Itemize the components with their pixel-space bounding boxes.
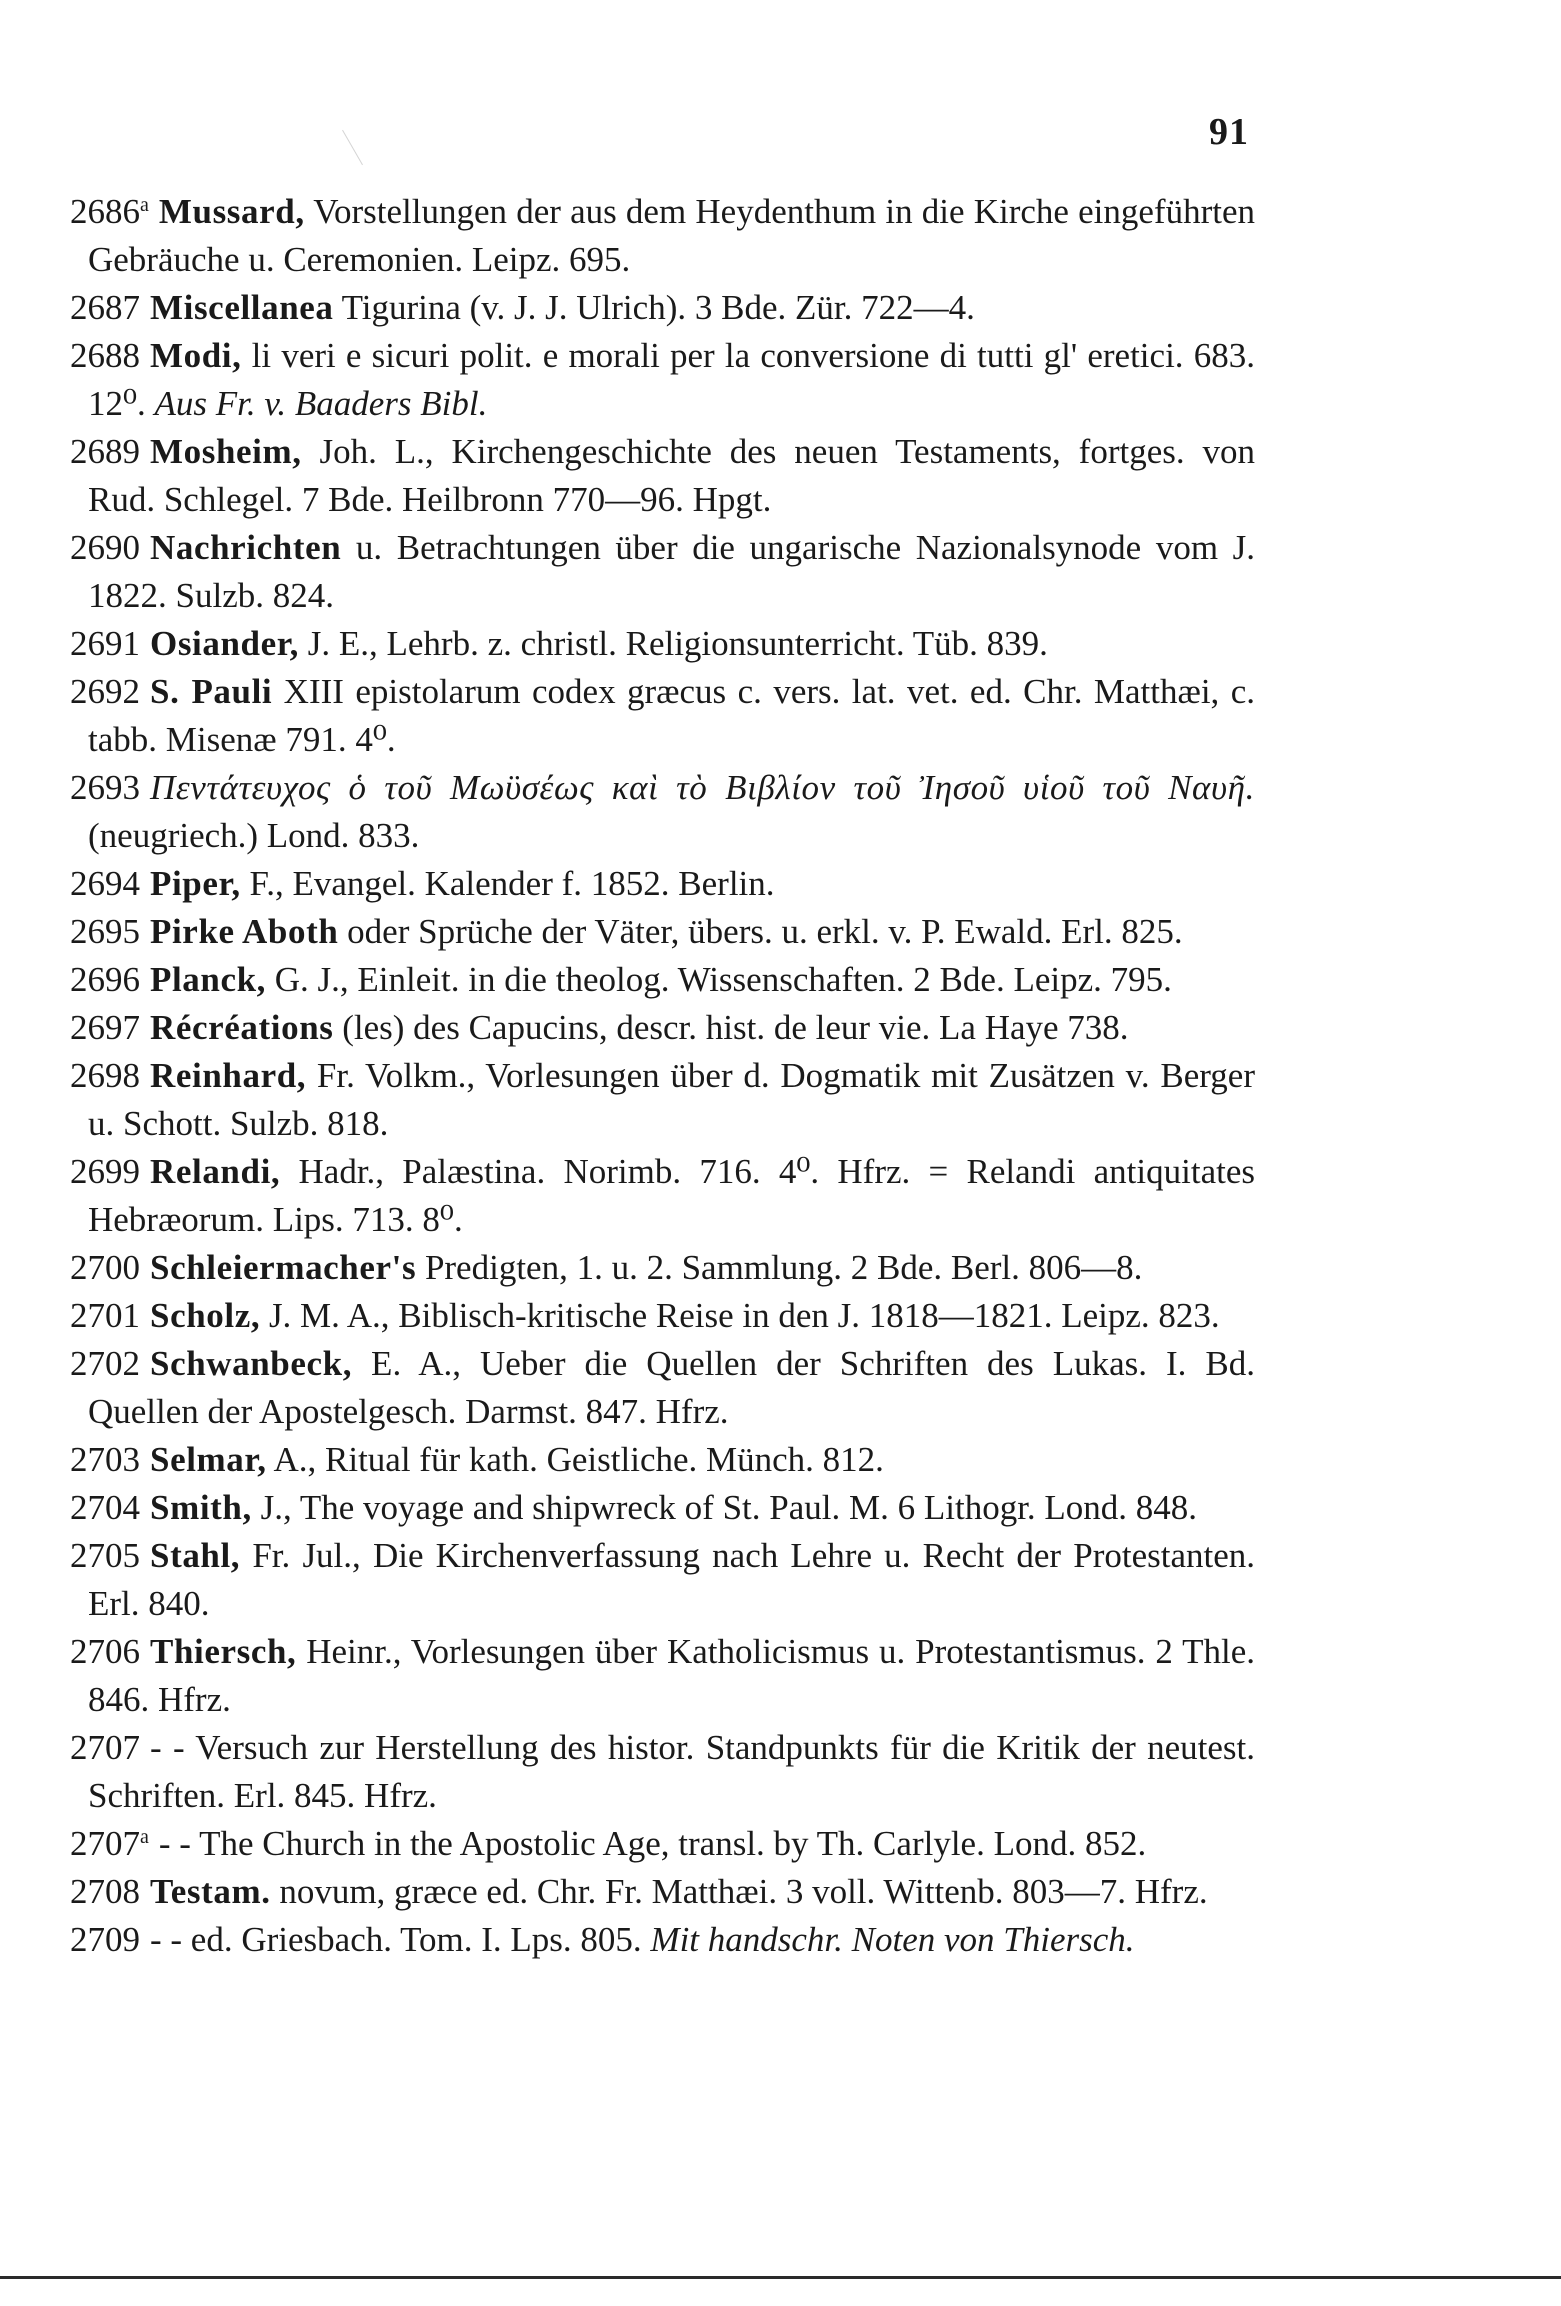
entry-number: 2699: [70, 1152, 140, 1191]
entry-author: Récréations: [150, 1008, 334, 1047]
catalog-entries: [70, 188, 1255, 1964]
entry-description: (neugriech.) Lond. 833.: [88, 816, 420, 855]
entry-author: Schleiermacher's: [150, 1248, 417, 1287]
entry-number: 2693: [70, 768, 140, 807]
entry-number: 2686$^a$: [70, 192, 149, 231]
entry-author: Testam.: [150, 1872, 271, 1911]
catalog-entry: [70, 1724, 1255, 1820]
entry-author: S. Pauli: [150, 672, 273, 711]
entry-number: 2703: [70, 1440, 140, 1479]
entry-number: 2694: [70, 864, 140, 903]
catalog-entry: [70, 908, 1255, 956]
entry-description: Hadr., Palæstina. Norimb. 716. 4⁰. Hfrz. = Relandi antiquitates Hebræorum. Lips. 713. 8⁰.: [88, 1152, 1255, 1239]
entry-description: - - The Church in the Apostolic Age, transl. by Th. Carlyle. Lond. 852.: [158, 1824, 1147, 1863]
entry-number: 2700: [70, 1248, 140, 1287]
entry-description: Fr. Jul., Die Kirchenverfassung nach Lehre u. Recht der Protestanten. Erl. 840.: [88, 1536, 1255, 1623]
entry-number: 2701: [70, 1296, 140, 1335]
catalog-entry: [70, 284, 1255, 332]
catalog-entry: [70, 1292, 1255, 1340]
entry-number: 2702: [70, 1344, 140, 1383]
entry-author: Miscellanea: [150, 288, 334, 327]
entry-number: 2692: [70, 672, 140, 711]
entry-provenance-note: Mit handschr. Noten von Thiersch.: [650, 1920, 1135, 1959]
entry-description: oder Sprüche der Väter, übers. u. erkl. v. P. Ewald. Erl. 825.: [338, 912, 1183, 951]
entry-number-suffix: a: [140, 1826, 149, 1848]
catalog-entry: [70, 1148, 1255, 1244]
entry-description: (les) des Capucins, descr. hist. de leur vie. La Haye 738.: [333, 1008, 1129, 1047]
page-number: 91: [1209, 111, 1249, 153]
catalog-entry: [70, 1916, 1255, 1964]
entry-number: 2687: [70, 288, 140, 327]
entry-description: XIII epistolarum codex græcus c. vers. lat. vet. ed. Chr. Matthæi, c. tabb. Misenæ 791. 4⁰.: [88, 672, 1256, 759]
entry-description: u. Betrachtungen über die ungarische Nazionalsynode vom J. 1822. Sulzb. 824.: [88, 528, 1255, 615]
catalog-entry: [70, 524, 1255, 620]
catalog-entry: [70, 428, 1255, 524]
entry-number: 2688: [70, 336, 140, 375]
entry-provenance-note: Aus Fr. v. Baaders Bibl.: [154, 384, 488, 423]
entry-number: 2708: [70, 1872, 140, 1911]
catalog-entry: [70, 1868, 1255, 1916]
page-bottom-edge: [0, 2276, 1561, 2279]
catalog-entry: [70, 1820, 1255, 1868]
entry-author: Modi,: [150, 336, 242, 375]
entry-description: novum, græce ed. Chr. Fr. Matthæi. 3 voll. Wittenb. 803—7. Hfrz.: [270, 1872, 1208, 1911]
entry-number: 2697: [70, 1008, 140, 1047]
entry-author: Schwanbeck,: [150, 1344, 353, 1383]
entry-author: Smith,: [150, 1488, 252, 1527]
entry-description: li veri e sicuri polit. e morali per la conversione di tutti gl' eretici. 683. 12⁰.: [88, 336, 1255, 423]
entry-author: Πεντάτευχος ὁ τοῦ Μωϋσέως καὶ τὸ Βιβλίον τοῦ Ἰησοῦ υἱοῦ τοῦ Ναυῆ.: [150, 768, 1255, 807]
entry-description: - - ed. Griesbach. Tom. I. Lps. 805.: [150, 1920, 651, 1959]
entry-author: Osiander,: [150, 624, 300, 663]
catalog-entry: [70, 1244, 1255, 1292]
catalog-entry: [70, 668, 1255, 764]
catalog-entry: [70, 1628, 1255, 1724]
entry-description: G. J., Einleit. in die theolog. Wissenschaften. 2 Bde. Leipz. 795.: [266, 960, 1172, 999]
entry-number: 2696: [70, 960, 140, 999]
entry-author: Pirke Aboth: [150, 912, 339, 951]
entry-number: 2691: [70, 624, 140, 663]
entry-author: Nachrichten: [150, 528, 342, 567]
entry-number: 2704: [70, 1488, 140, 1527]
catalog-entry: [70, 1004, 1255, 1052]
entry-author: Planck,: [150, 960, 267, 999]
entry-number: 2705: [70, 1536, 140, 1575]
entry-description: Tigurina (v. J. J. Ulrich). 3 Bde. Zür. 722—4.: [333, 288, 975, 327]
entry-description: - - Versuch zur Herstellung des histor. Standpunkts für die Kritik der neutest. Schriften. Erl. 845. Hfrz.: [88, 1728, 1255, 1815]
catalog-entry: [70, 764, 1255, 860]
entry-number: 2690: [70, 528, 140, 567]
catalog-entry: [70, 1340, 1255, 1436]
catalog-entry: [70, 1532, 1255, 1628]
entry-number: 2707: [70, 1728, 140, 1767]
entry-author: Selmar,: [150, 1440, 267, 1479]
entry-number: 2698: [70, 1056, 140, 1095]
entry-description: Predigten, 1. u. 2. Sammlung. 2 Bde. Berl. 806—8.: [416, 1248, 1143, 1287]
entry-author: Relandi,: [150, 1152, 281, 1191]
entry-description: Heinr., Vorlesungen über Katholicismus u. Protestantismus. 2 Thle. 846. Hfrz.: [88, 1632, 1255, 1719]
entry-description: F., Evangel. Kalender f. 1852. Berlin.: [240, 864, 775, 903]
catalog-entry: [70, 860, 1255, 908]
entry-author: Thiersch,: [150, 1632, 297, 1671]
entry-author: Stahl,: [150, 1536, 241, 1575]
entry-author: Piper,: [150, 864, 241, 903]
catalog-entry: [70, 620, 1255, 668]
catalog-entry: [70, 332, 1255, 428]
entry-description: A., Ritual für kath. Geistliche. Münch. 812.: [266, 1440, 884, 1479]
entry-description: E. A., Ueber die Quellen der Schriften des Lukas. I. Bd. Quellen der Apostelgesch. Darmst. 847. Hfrz.: [88, 1344, 1255, 1431]
catalog-entry: [70, 1436, 1255, 1484]
entry-number: 2695: [70, 912, 140, 951]
entry-number: 2709: [70, 1920, 140, 1959]
catalog-entry: [70, 1484, 1255, 1532]
entry-number: 2689: [70, 432, 140, 471]
catalog-entry: [70, 956, 1255, 1004]
entry-author: Mussard,: [158, 192, 305, 231]
entry-description: Vorstellungen der aus dem Heydenthum in die Kirche eingeführten Gebräuche u. Ceremonien. Leipz. 695.: [88, 192, 1255, 279]
entry-description: Fr. Volkm., Vorlesungen über d. Dogmatik mit Zusätzen v. Berger u. Schott. Sulzb. 818.: [88, 1056, 1255, 1143]
entry-number: 2706: [70, 1632, 140, 1671]
entry-number-suffix: a: [140, 194, 149, 216]
entry-description: Joh. L., Kirchengeschichte des neuen Testaments, fortges. von Rud. Schlegel. 7 Bde. Heilbronn 770—96. Hpgt.: [88, 432, 1255, 519]
entry-description: J. M. A., Biblisch-kritische Reise in den J. 1818—1821. Leipz. 823.: [260, 1296, 1220, 1335]
catalog-entry: [70, 1052, 1255, 1148]
entry-author: Reinhard,: [150, 1056, 307, 1095]
entry-description: J., The voyage and shipwreck of St. Paul. M. 6 Lithogr. Lond. 848.: [251, 1488, 1198, 1527]
catalog-entry: [70, 188, 1255, 284]
entry-number: 2707$^a$: [70, 1824, 149, 1863]
entry-author: Mosheim,: [150, 432, 302, 471]
page-smudge: [342, 115, 389, 165]
entry-author: Scholz,: [150, 1296, 261, 1335]
entry-description: J. E., Lehrb. z. christl. Religionsunterricht. Tüb. 839.: [299, 624, 1048, 663]
